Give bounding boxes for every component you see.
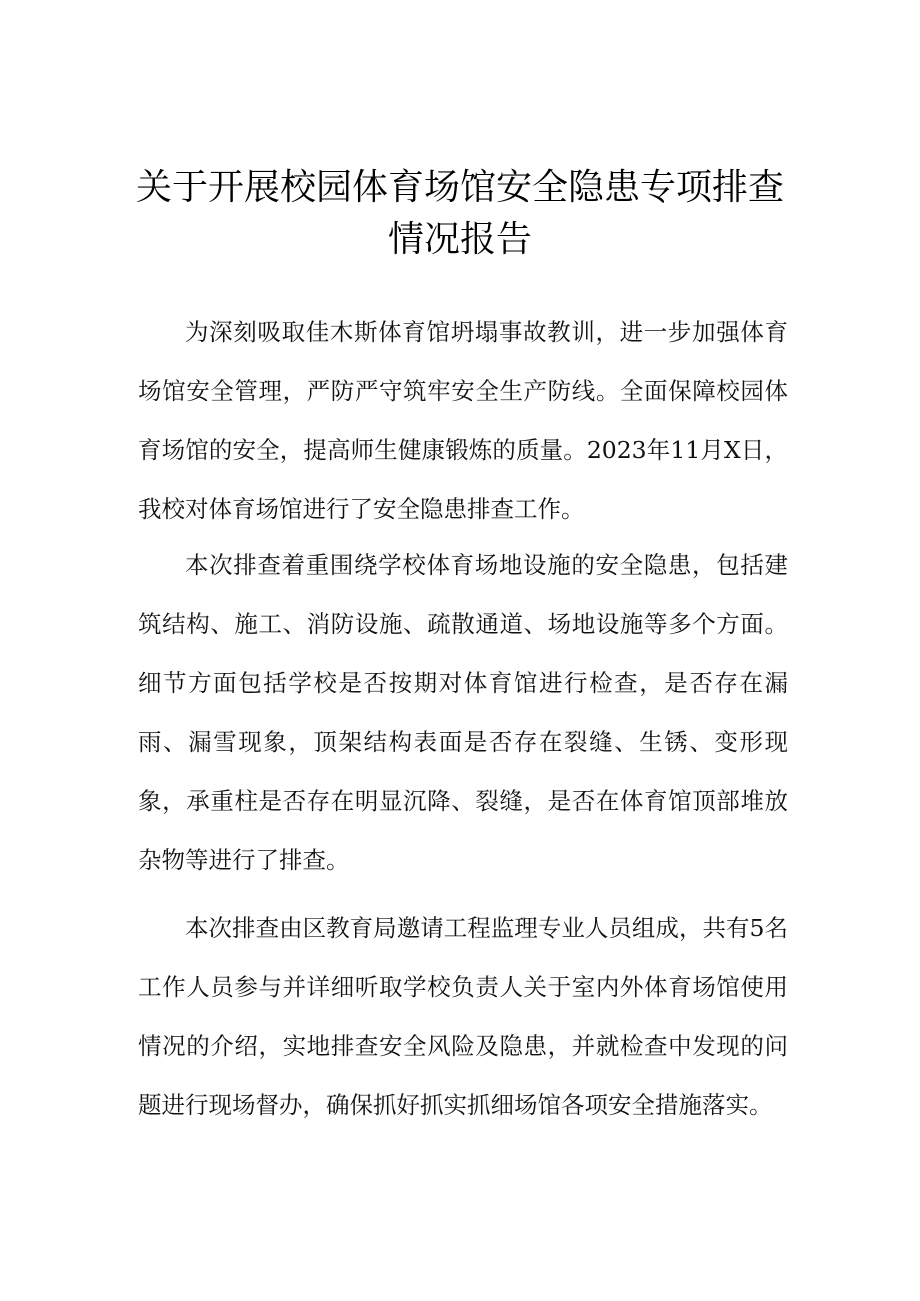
paragraph-1: 为深刻吸取佳木斯体育馆坍塌事故教训，进一步加强体育场馆安全管理，严防严守筑牢安全生产防线。全面保障校园体育场馆的安全，提高师生健康锻炼的质量。2023年11月X日，我校对体育场馆进行了安全隐患排查工作。 [138,318,788,523]
paragraph-3: 本次排查由区教育局邀请工程监理专业人员组成，共有5名工作人员参与并详细听取学校负责人关于室内外体育场馆使用情况的介绍，实地排查安全风险及隐患，并就检查中发现的问题进行现场督办，确保抓好抓实抓细场馆各项安全措施落实。 [138,914,788,1119]
document-title [100,162,820,266]
document-title-line-1: 关于开展校园体育场馆安全隐患专项排查 [135,167,784,208]
paragraph-2: 本次排查着重围绕学校体育场地设施的安全隐患，包括建筑结构、施工、消防设施、疏散通道、场地设施等多个方面。细节方面包括学校是否按期对体育馆进行检查，是否存在漏雨、漏雪现象，顶架结构表面是否存在裂缝、生锈、变形现象，承重柱是否存在明显沉降、裂缝，是否在体育馆顶部堆放杂物等进行了排查。 [138,551,788,874]
document-title-line-2: 情况报告 [387,219,532,260]
